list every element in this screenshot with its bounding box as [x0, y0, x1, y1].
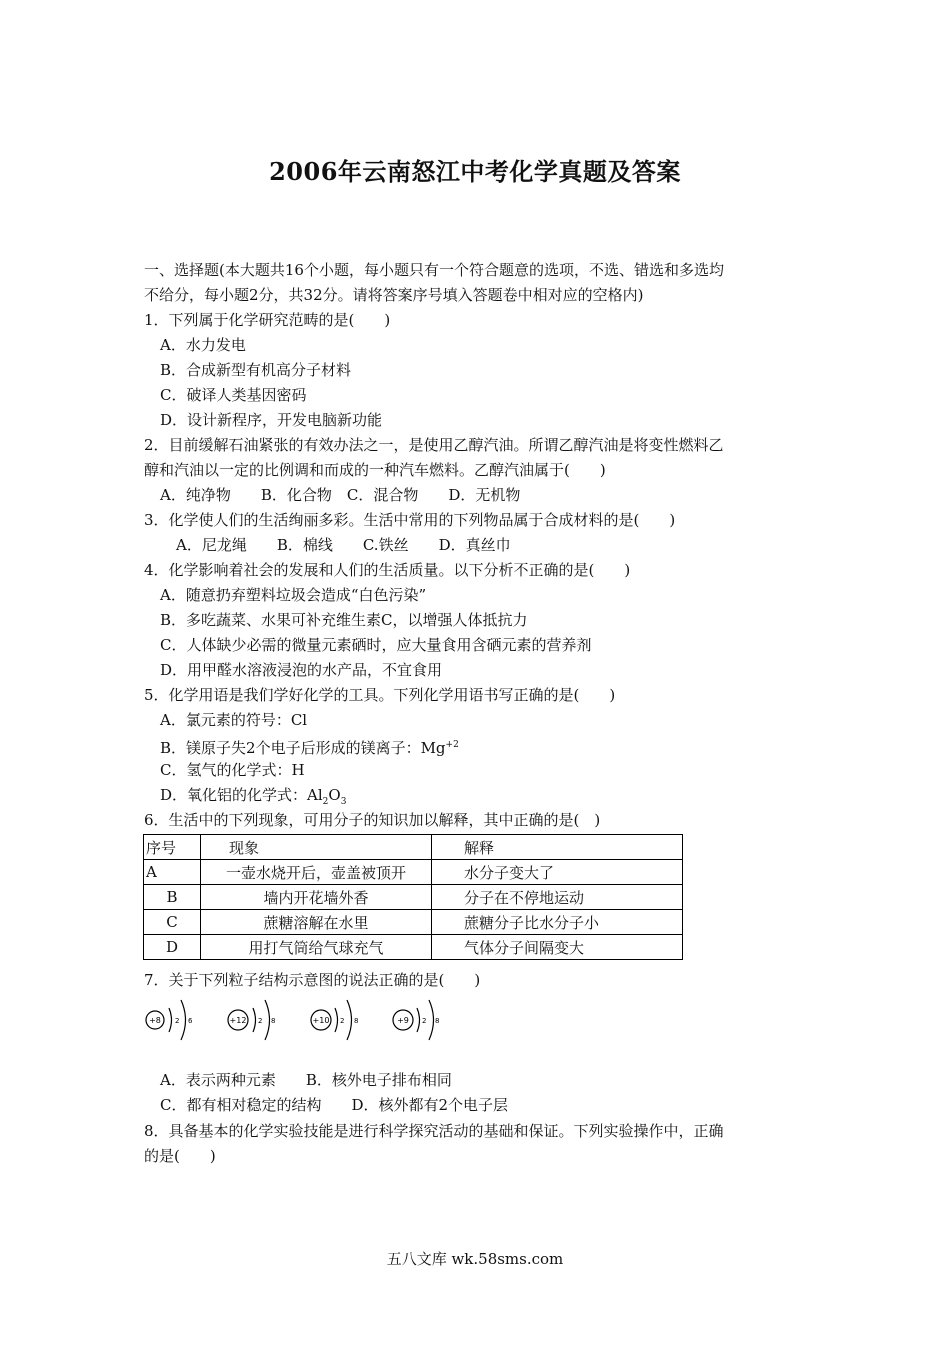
q5-option-d-prefix: D．氧化铝的化学式：Al: [160, 786, 323, 804]
q4-option-c: C．人体缺少必需的微量元素硒时，应大量食用含硒元素的营养剂: [160, 636, 592, 654]
atom-diagram-1: [146, 1000, 193, 1040]
q5-stem: 5．化学用语是我们学好化学的工具。下列化学用语书写正确的是( ): [144, 686, 616, 704]
q5-option-b-charge: +2: [445, 740, 459, 750]
atom-diagram-4: [393, 1000, 439, 1040]
table-header-cell: 解释: [432, 835, 683, 860]
atom-diagram-2: [228, 1000, 275, 1040]
q6-stem: 6．生活中的下列现象，可用分子的知识加以解释，其中正确的是( ): [144, 811, 601, 829]
table-cell: 墙内开花墙外香: [201, 885, 432, 910]
q1-option-a: A．水力发电: [160, 336, 246, 354]
section-intro-line-2: 不给分，每小题2分，共32分。请将答案序号填入答题卷中相对应的空格内): [144, 286, 644, 304]
atom-diagram-3: [311, 1000, 358, 1040]
q5-option-b-text: B．镁原子失2个电子后形成的镁离子：Mg: [160, 739, 446, 757]
q4-option-d: D．用甲醛水溶液浸泡的水产品，不宜食用: [160, 661, 443, 679]
q3-stem: 3．化学使人们的生活绚丽多彩。生活中常用的下列物品属于合成材料的是( ): [144, 511, 676, 529]
q6-table: [143, 834, 683, 960]
q4-option-a: A．随意扔弃塑料垃圾会造成“白色污染”: [160, 586, 427, 604]
table-cell: D: [144, 935, 201, 960]
table-row: [144, 860, 683, 885]
shell-1-count: 2: [175, 1017, 180, 1025]
table-cell: C: [144, 910, 201, 935]
q5-option-d-sub1: 2: [322, 797, 329, 807]
electron-shell-1: [253, 1008, 256, 1032]
table-cell: 气体分子间隔变大: [432, 935, 683, 960]
shell-2-count: 6: [188, 1017, 193, 1025]
table-header-cell: 现象: [201, 835, 432, 860]
q5-option-d-mid: O: [328, 786, 341, 804]
q5-option-b: [160, 735, 459, 758]
nucleus-charge: +12: [229, 1016, 247, 1025]
table-cell: B: [144, 885, 201, 910]
shell-1-count: 2: [422, 1017, 427, 1025]
table-cell: 蔗糖分子比水分子小: [432, 910, 683, 935]
table-cell: 一壶水烧开后，壶盖被顶开: [201, 860, 432, 885]
electron-shell-1: [335, 1008, 338, 1032]
table-header-row: [144, 835, 683, 860]
q1-stem: 1．下列属于化学研究范畴的是( ): [144, 311, 391, 329]
table-cell: 蔗糖溶解在水里: [201, 910, 432, 935]
table-cell: A: [144, 860, 201, 885]
electron-shell-2: [181, 1000, 186, 1040]
q4-stem: 4．化学影响着社会的发展和人们的生活质量。以下分析不正确的是( ): [144, 561, 631, 579]
footer-watermark: 五八文库 wk.58sms.com: [386, 1250, 564, 1268]
q2-options: A．纯净物 B．化合物 C．混合物 D．无机物: [160, 486, 521, 504]
q1-option-d: D．设计新程序，开发电脑新功能: [160, 411, 383, 429]
table-row: [144, 885, 683, 910]
electron-shell-1: [169, 1008, 172, 1032]
nucleus-charge: +8: [149, 1016, 161, 1025]
q4-option-b: B．多吃蔬菜、水果可补充维生素C，以增强人体抵抗力: [160, 611, 528, 629]
table-row: [144, 910, 683, 935]
nucleus-charge: +10: [312, 1016, 330, 1025]
q2-stem-line-2: 醇和汽油以一定的比例调和而成的一种汽车燃料。乙醇汽油属于( ): [144, 461, 606, 479]
nucleus-charge: +9: [397, 1016, 409, 1025]
section-intro-line-1: 一、选择题(本大题共16个小题，每小题只有一个符合题意的选项，不选、错选和多选均: [144, 261, 724, 279]
q1-option-c: C．破译人类基因密码: [160, 386, 307, 404]
table-cell: 水分子变大了: [432, 860, 683, 885]
atom-structure-diagrams: [142, 994, 462, 1054]
page-title: 2006年云南怒江中考化学真题及答案: [269, 157, 681, 186]
q7-stem: 7．关于下列粒子结构示意图的说法正确的是( ): [144, 971, 481, 989]
q5-option-d-sub2: 3: [340, 797, 347, 807]
q8-stem-line-1: 8．具备基本的化学实验技能是进行科学探究活动的基础和保证。下列实验操作中，正确: [144, 1122, 724, 1140]
table-header-cell: 序号: [144, 835, 201, 860]
table-cell: 用打气筒给气球充气: [201, 935, 432, 960]
shell-1-count: 2: [340, 1017, 345, 1025]
q2-stem-line-1: 2．目前缓解石油紧张的有效办法之一，是使用乙醇汽油。所谓乙醇汽油是将变性燃料乙: [144, 436, 724, 454]
q7-options-line-2: C．都有相对稳定的结构 D．核外都有2个电子层: [160, 1096, 509, 1114]
q7-options-line-1: A．表示两种元素 B．核外电子排布相同: [160, 1071, 452, 1089]
electron-shell-1: [417, 1008, 420, 1032]
q5-option-d: [160, 785, 346, 812]
shell-1-count: 2: [258, 1017, 263, 1025]
q3-options: A．尼龙绳 B．棉线 C.铁丝 D．真丝巾: [176, 536, 511, 554]
q5-option-a: A．氯元素的符号：Cl: [160, 711, 308, 729]
q1-option-b: B．合成新型有机高分子材料: [160, 361, 352, 379]
shell-2-count: 8: [354, 1017, 359, 1025]
q8-stem-line-2: 的是( ): [144, 1147, 216, 1165]
table-row: [144, 935, 683, 960]
electron-shell-2: [429, 1000, 434, 1040]
electron-shell-2: [347, 1000, 352, 1040]
table-cell: 分子在不停地运动: [432, 885, 683, 910]
electron-shell-2: [265, 1000, 270, 1040]
shell-2-count: 8: [271, 1017, 276, 1025]
q5-option-c: C．氢气的化学式：H: [160, 761, 305, 779]
shell-2-count: 8: [435, 1017, 440, 1025]
